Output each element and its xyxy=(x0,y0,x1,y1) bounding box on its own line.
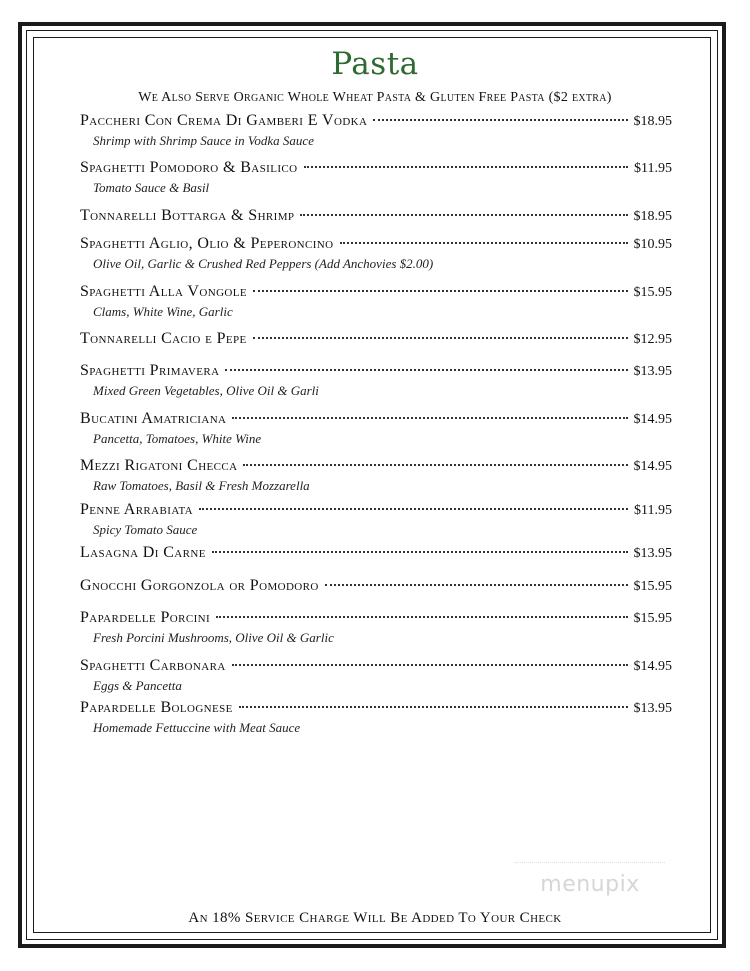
item-name: Paccheri Con Crema Di Gamberi E Vodka xyxy=(80,112,368,129)
item-name: Spaghetti Pomodoro & Basilico xyxy=(80,159,298,176)
menu-item xyxy=(80,544,672,562)
item-price: $15.95 xyxy=(633,285,672,300)
item-name: Spaghetti Alla Vongole xyxy=(80,283,247,300)
item-description: Homemade Fettuccine with Meat Sauce xyxy=(93,720,301,735)
menu-item xyxy=(80,457,672,494)
item-description: Raw Tomatoes, Basil & Fresh Mozzarella xyxy=(93,478,310,493)
item-name: Papardelle Porcini xyxy=(80,609,211,626)
item-description: Shrimp with Shrimp Sauce in Vodka Sauce xyxy=(93,133,314,148)
dot-leader xyxy=(199,508,628,510)
item-name: Tonnarelli Bottarga & Shrimp xyxy=(80,207,295,224)
menu-item xyxy=(80,699,672,736)
watermark-rule xyxy=(515,862,665,863)
item-description: Spicy Tomato Sauce xyxy=(93,522,198,537)
menu-item xyxy=(80,207,672,225)
dot-leader xyxy=(212,551,628,553)
item-price: $15.95 xyxy=(633,611,672,626)
item-price: $14.95 xyxy=(633,459,672,474)
menu-title: Pasta xyxy=(331,46,419,82)
menu-item xyxy=(80,330,672,348)
menu-item xyxy=(80,235,672,272)
menu-item xyxy=(80,410,672,447)
dot-leader xyxy=(232,664,628,666)
item-price: $14.95 xyxy=(633,412,672,427)
dot-leader xyxy=(225,369,627,371)
menu-item xyxy=(80,657,672,694)
item-name: Mezzi Rigatoni Checca xyxy=(80,457,238,474)
menu-item xyxy=(80,112,672,149)
dot-leader xyxy=(239,706,628,708)
item-name: Spaghetti Carbonara xyxy=(80,657,226,674)
item-price: $14.95 xyxy=(633,659,672,674)
dot-leader xyxy=(304,166,629,168)
item-price: $12.95 xyxy=(633,332,672,347)
item-description: Pancetta, Tomatoes, White Wine xyxy=(93,431,262,446)
item-name: Tonnarelli Cacio e Pepe xyxy=(80,330,247,347)
dot-leader xyxy=(373,119,627,121)
item-price: $13.95 xyxy=(633,364,672,379)
menu-item xyxy=(80,501,672,538)
item-price: $18.95 xyxy=(633,209,672,224)
service-charge-note: An 18% Service Charge Will Be Added To Your Check xyxy=(188,910,562,926)
dot-leader xyxy=(216,616,627,618)
item-description: Clams, White Wine, Garlic xyxy=(93,304,233,319)
item-description: Eggs & Pancetta xyxy=(93,678,182,693)
dot-leader xyxy=(325,584,628,586)
item-price: $11.95 xyxy=(634,161,672,176)
menu-item xyxy=(80,283,672,320)
item-price: $13.95 xyxy=(633,546,672,561)
item-price: $18.95 xyxy=(633,114,672,129)
dot-leader xyxy=(243,464,627,466)
item-name: Spaghetti Aglio, Olio & Peperoncino xyxy=(80,235,334,252)
menu-item xyxy=(80,577,672,595)
dot-leader xyxy=(253,290,628,292)
dot-leader xyxy=(300,214,627,216)
item-description: Mixed Green Vegetables, Olive Oil & Garli xyxy=(93,383,319,398)
item-name: Penne Arrabiata xyxy=(80,501,194,518)
item-name: Lasagna Di Carne xyxy=(80,544,206,561)
item-description: Olive Oil, Garlic & Crushed Red Peppers (Add Anchovies $2.00) xyxy=(93,256,434,271)
item-description: Tomato Sauce & Basil xyxy=(93,180,210,195)
menu-subtitle: We Also Serve Organic Whole Wheat Pasta & Gluten Free Pasta ($2 extra) xyxy=(138,90,612,105)
watermark xyxy=(515,862,665,908)
dot-leader xyxy=(253,337,628,339)
menu-item xyxy=(80,609,672,646)
item-price: $11.95 xyxy=(634,503,672,518)
item-name: Gnocchi Gorgonzola or Pomodoro xyxy=(80,577,319,594)
item-description: Fresh Porcini Mushrooms, Olive Oil & Garlic xyxy=(93,630,334,645)
menu-item xyxy=(80,362,672,399)
watermark-logo: menupix xyxy=(540,872,640,897)
item-price: $15.95 xyxy=(633,579,672,594)
item-name: Papardelle Bolognese xyxy=(80,699,233,716)
item-name: Bucatini Amatriciana xyxy=(80,410,227,427)
item-price: $10.95 xyxy=(633,237,672,252)
item-name: Spaghetti Primavera xyxy=(80,362,220,379)
dot-leader xyxy=(340,242,628,244)
dot-leader xyxy=(232,417,627,419)
item-price: $13.95 xyxy=(633,701,672,716)
menu-item xyxy=(80,159,672,196)
